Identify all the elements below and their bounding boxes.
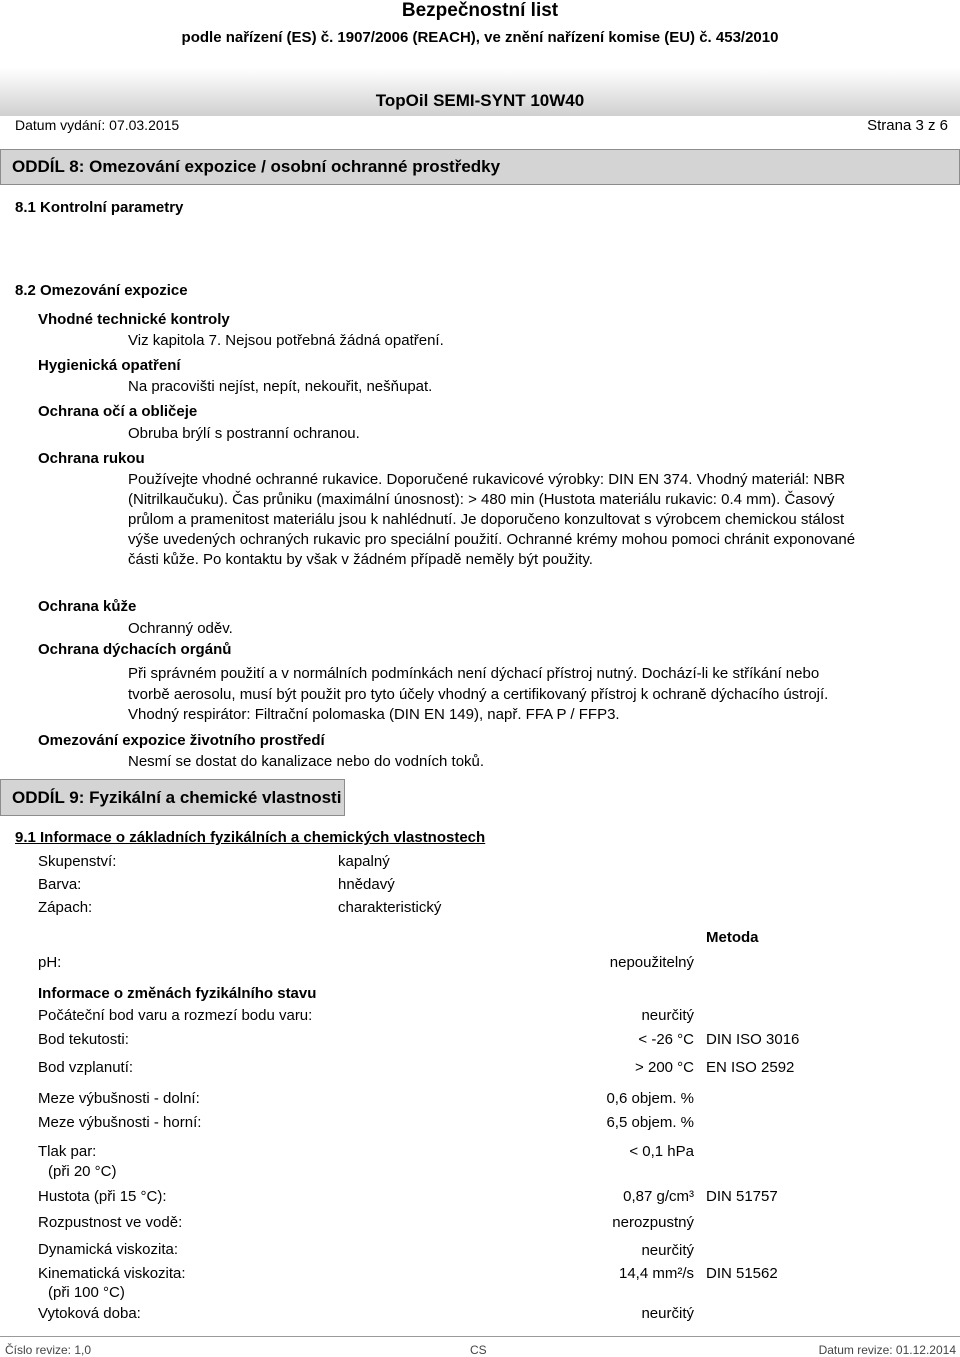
vapor-pressure-value: < 0,1 hPa bbox=[629, 1143, 694, 1160]
pour-point-label: Bod tekutosti: bbox=[38, 1031, 129, 1048]
kinematic-viscosity-value: 14,4 mm²/s bbox=[618, 1265, 694, 1282]
respiratory-protection-text: Při správném použití a v normálních podmínkách není dýchací přístroj nutný. Dochází-li ke stříkání nebo tvorbě aerosolu, musí být použit pro tyto účely vhodný a certifikovaný přístroj k ochraně dýchacího ústrojí. Vhodný respirátor: Filtrační polomaska (DIN EN 149), např. FFA P / FFP3. bbox=[128, 665, 829, 723]
color-label: Barva: bbox=[38, 876, 82, 893]
density-label: Hustota (při 15 °C): bbox=[38, 1188, 167, 1205]
footer-divider bbox=[0, 1336, 960, 1337]
subsection-9-1-title: 9.1 Informace o základních fyzikálních a chemických vlastnostech bbox=[15, 829, 486, 846]
vapor-pressure-label: Tlak par: bbox=[38, 1143, 97, 1160]
lower-explosion-limit-label: Meze výbušnosti - dolní: bbox=[38, 1090, 200, 1107]
lower-explosion-limit-value: 0,6 objem. % bbox=[606, 1090, 694, 1107]
density-value: 0,87 g/cm³ bbox=[623, 1188, 694, 1205]
tech-controls-text: Viz kapitola 7. Nejsou potřebná žádná opatření. bbox=[128, 332, 444, 349]
pour-point-value: < -26 °C bbox=[638, 1031, 694, 1048]
document-subtitle: podle nařízení (ES) č. 1907/2006 (REACH), ve znění nařízení komise (EU) č. 453/2010 bbox=[181, 29, 779, 46]
flow-time-value: neurčitý bbox=[641, 1305, 694, 1322]
upper-explosion-limit-value: 6,5 objem. % bbox=[606, 1114, 694, 1131]
skin-protection-text: Ochranný oděv. bbox=[128, 620, 233, 637]
method-column-header: Metoda bbox=[706, 929, 759, 946]
hygiene-text: Na pracovišti nejíst, nepít, nekouřit, nešňupat. bbox=[128, 378, 433, 395]
vapor-pressure-condition: (při 20 °C) bbox=[48, 1163, 117, 1180]
flash-point-label: Bod vzplanutí: bbox=[38, 1059, 134, 1076]
language-code: CS bbox=[470, 1343, 487, 1357]
tech-controls-label: Vhodné technické kontroly bbox=[38, 311, 230, 328]
hand-protection-text: Používejte vhodné ochranné rukavice. Doporučené rukavicové výrobky: DIN EN 374. Vhodný materiál: NBR (Nitrilkaučuku). Čas průniku (maximální únosnost): > 480 min (Hustota materiálu rukavic: 0.4 mm). Časový průlom a pramenitost materiálu jsou k nahlédnutí. Je doporučeno konzultovat s výrobcem chemickou stálost výše uvedených ochraných rukavic pro speciální použití. Ochranné krémy mohou pomoci chránit exponované části kůže. Po kontaktu by však v žádném případě neměly být použity. bbox=[128, 471, 856, 568]
phase-change-header: Informace o změnách fyzikálního stavu bbox=[38, 985, 317, 1002]
flow-time-label: Vytoková doba: bbox=[38, 1305, 141, 1322]
flash-point-value: > 200 °C bbox=[635, 1059, 694, 1076]
odor-value: charakteristický bbox=[338, 899, 442, 916]
hand-protection-label: Ochrana rukou bbox=[38, 450, 145, 467]
boiling-point-label: Počáteční bod varu a rozmezí bodu varu: bbox=[38, 1007, 313, 1024]
respiratory-protection-label: Ochrana dýchacích orgánů bbox=[38, 641, 232, 658]
state-label: Skupenství: bbox=[38, 853, 117, 870]
color-value: hnědavý bbox=[338, 876, 395, 893]
dynamic-viscosity-label: Dynamická viskozita: bbox=[38, 1241, 179, 1258]
ph-value: nepoužitelný bbox=[609, 954, 694, 971]
section-8-banner: ODDÍL 8: Omezování expozice / osobní ochranné prostředky bbox=[0, 149, 960, 185]
boiling-point-value: neurčitý bbox=[641, 1007, 694, 1024]
eye-protection-label: Ochrana očí a obličeje bbox=[38, 403, 198, 420]
ph-label: pH: bbox=[38, 954, 62, 971]
state-value: kapalný bbox=[338, 853, 390, 870]
flash-point-method: EN ISO 2592 bbox=[706, 1059, 795, 1076]
env-exposure-label: Omezování expozice životního prostředí bbox=[38, 732, 325, 749]
revision-date: Datum revize: 01.12.2014 bbox=[818, 1343, 956, 1357]
dynamic-viscosity-value: neurčitý bbox=[641, 1242, 694, 1259]
kinematic-viscosity-condition: (při 100 °C) bbox=[48, 1284, 125, 1301]
kinematic-viscosity-label: Kinematická viskozita: bbox=[38, 1265, 186, 1282]
water-solubility-value: nerozpustný bbox=[612, 1214, 694, 1231]
revision-number: Číslo revize: 1,0 bbox=[5, 1343, 92, 1357]
water-solubility-label: Rozpustnost ve vodě: bbox=[38, 1214, 183, 1231]
upper-explosion-limit-label: Meze výbušnosti - horní: bbox=[38, 1114, 202, 1131]
density-method: DIN 51757 bbox=[706, 1188, 778, 1205]
product-name: TopOil SEMI-SYNT 10W40 bbox=[375, 91, 585, 110]
kinematic-viscosity-method: DIN 51562 bbox=[706, 1265, 778, 1282]
page-number: Strana 3 z 6 bbox=[867, 117, 948, 134]
subsection-8-2-title: 8.2 Omezování expozice bbox=[15, 282, 188, 299]
document-title: Bezpečnostní list bbox=[401, 0, 559, 21]
hygiene-label: Hygienická opatření bbox=[38, 357, 181, 374]
section-9-banner: ODDÍL 9: Fyzikální a chemické vlastnosti bbox=[0, 779, 345, 816]
env-exposure-text: Nesmí se dostat do kanalizace nebo do vodních toků. bbox=[128, 753, 485, 770]
pour-point-method: DIN ISO 3016 bbox=[706, 1031, 800, 1048]
skin-protection-label: Ochrana kůže bbox=[38, 598, 137, 615]
issue-date: Datum vydání: 07.03.2015 bbox=[15, 117, 180, 133]
odor-label: Zápach: bbox=[38, 899, 93, 916]
eye-protection-text: Obruba brýlí s postranní ochranou. bbox=[128, 425, 360, 442]
subsection-8-1-title: 8.1 Kontrolní parametry bbox=[15, 199, 184, 216]
